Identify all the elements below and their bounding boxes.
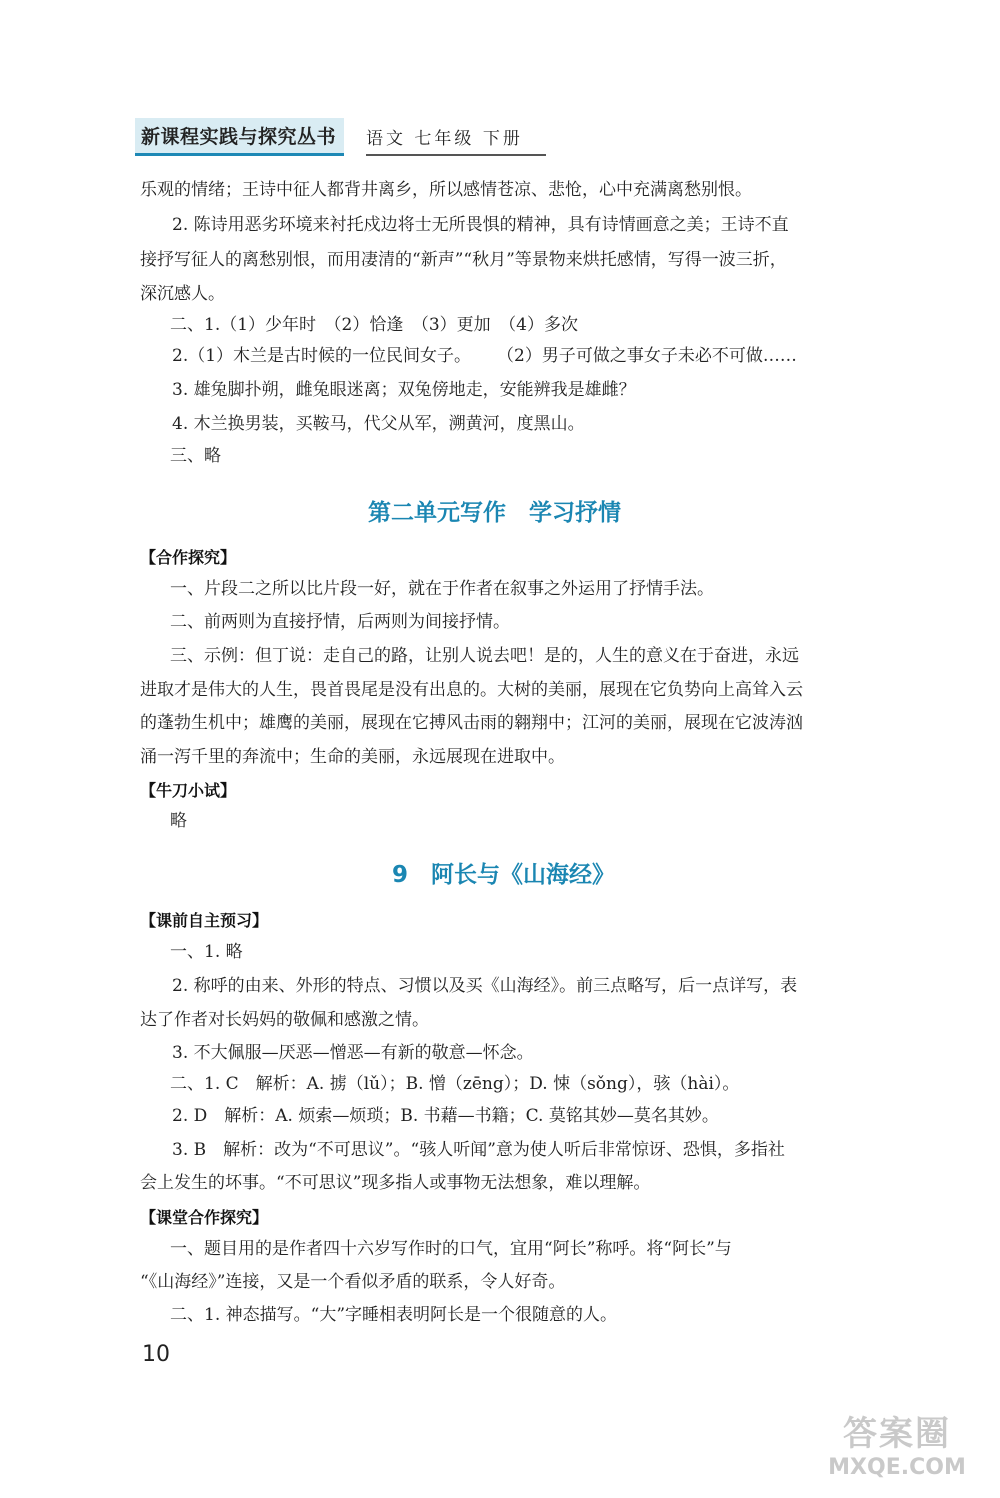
paragraph-line: 一、片段二之所以比片段一好，就在于作者在叙事之外运用了抒情手法。 [170,579,714,599]
paragraph-line: 2. 称呼的由来、外形的特点、习惯以及买《山海经》。前三点略写，后一点详写，表 [172,976,798,996]
section-title-lesson9: 9 阿长与《山海经》 [392,862,616,888]
paragraph-line: 达了作者对长妈妈的敬佩和感激之情。 [140,1010,429,1030]
paragraph-line: “《山海经》”连接，又是一个看似矛盾的联系，令人好奇。 [140,1272,566,1292]
watermark-url: MXQE.COM [828,1455,966,1480]
section-label: 【合作探究】 [140,548,237,567]
section-label: 【课前自主预习】 [140,911,269,930]
paragraph-line: 二、1.（1）少年时 （2）恰逢 （3）更加 （4）多次 [170,315,578,335]
paragraph-line: 进取才是伟大的人生，畏首畏尾是没有出息的。大树的美丽，展现在它负势向上高耸入云 [140,680,803,700]
paragraph-line: 涌一泻千里的奔流中；生命的美丽，永远展现在进取中。 [140,747,565,767]
paragraph-line: 一、1. 略 [170,942,243,962]
paragraph-line: 一、题目用的是作者四十六岁写作时的口气，宜用“阿长”称呼。将“阿长”与 [170,1239,732,1259]
paragraph-line: 4. 木兰换男装，买鞍马，代父从军，溯黄河，度黑山。 [172,414,585,434]
watermark-logo: 答案圈 [843,1414,951,1454]
paragraph-line: 3. B 解析：改为“不可思议”。“骇人听闻”意为使人听后非常惊讶、恐惧，多指社 [172,1140,785,1160]
paragraph-line: 三、略 [170,446,221,466]
paragraph-line: 2. D 解析：A. 烦索—烦琐；B. 书藉—书籍；C. 莫铭其妙—莫名其妙。 [172,1106,719,1126]
paragraph-line: 2. 陈诗用恶劣环境来衬托戍边将士无所畏惧的精神，具有诗情画意之美；王诗不直 [172,215,789,235]
section-title-unit2: 第二单元写作 学习抒情 [368,500,621,526]
page-number: 10 [142,1342,170,1367]
answer-part: （2）男子可做之事女子未必不可做…… [497,346,797,366]
paragraph-line: 三、示例：但丁说：走自己的路，让别人说去吧！是的，人生的意义在于奋进，永远 [170,646,799,666]
paragraph-line: 略 [170,811,187,831]
paragraph-line: 二、前两则为直接抒情，后两则为间接抒情。 [170,612,510,632]
running-header [135,120,546,156]
paragraph-line: 二、1. 神态描写。“大”字睡相表明阿长是一个很随意的人。 [170,1305,618,1325]
subject-label: 语文 七年级 下册 [366,124,546,156]
series-title: 新课程实践与探究丛书 [135,118,344,156]
section-label: 【牛刀小试】 [140,781,237,800]
paragraph-line: 3. 不大佩服—厌恶—憎恶—有新的敬意—怀念。 [172,1043,534,1063]
answer-part: 2.（1）木兰是古时候的一位民间女子。 [172,346,472,366]
paragraph-line: 会上发生的坏事。“不可思议”现多指人或事物无法想象，难以理解。 [140,1173,651,1193]
paragraph-line: 的蓬勃生机中；雄鹰的美丽，展现在它搏风击雨的翱翔中；江河的美丽，展现在它波涛汹 [140,713,803,733]
paragraph-line: 乐观的情绪；王诗中征人都背井离乡，所以感情苍凉、悲怆，心中充满离愁别恨。 [140,180,752,200]
section-label: 【课堂合作探究】 [140,1208,269,1227]
paragraph-line [172,345,797,367]
watermark [822,1406,972,1480]
paragraph-line: 二、1. C 解析：A. 掳（lǔ）；B. 憎（zēng）；D. 悚（sǒng），骇（hài）。 [170,1074,740,1094]
paragraph-line: 3. 雄兔脚扑朔，雌兔眼迷离；双兔傍地走，安能辨我是雄雌？ [172,380,636,400]
paragraph-line: 接抒写征人的离愁别恨，而用凄清的“新声”“秋月”等景物来烘托感情，写得一波三折， [140,250,787,270]
paragraph-line: 深沉感人。 [140,284,225,304]
